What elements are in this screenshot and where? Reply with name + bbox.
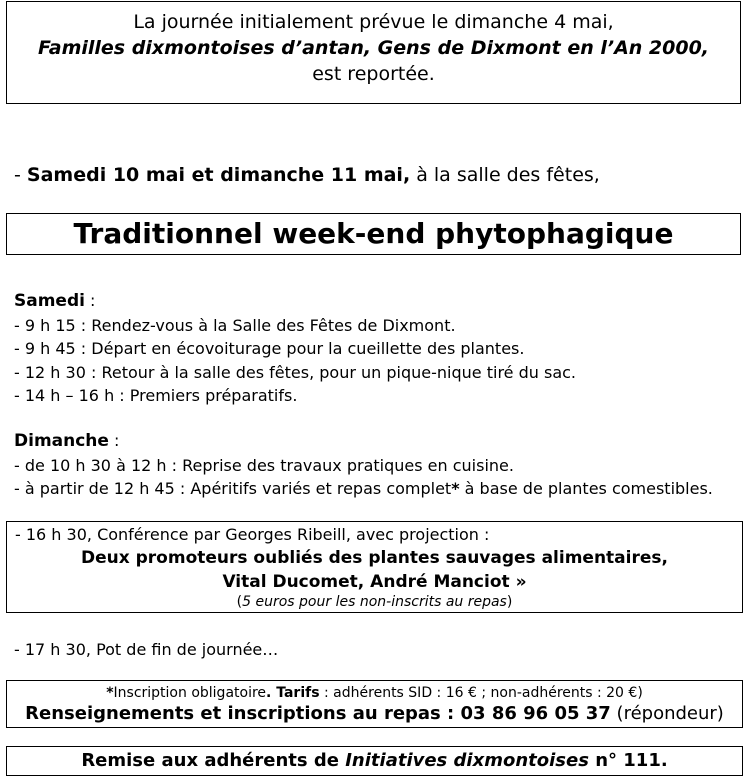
samedi-heading: Samedi : xyxy=(14,291,96,311)
schedule-item: - à partir de 12 h 45 : Apéritifs variés et repas complet* à base de plantes comestibles. xyxy=(14,479,713,498)
schedule-item: - 9 h 45 : Départ en écovoiturage pour la cueillette des plantes. xyxy=(14,339,525,358)
conference-intro: - 16 h 30, Conférence par Georges Ribeill, avec projection : xyxy=(15,525,490,544)
members-note-box xyxy=(6,746,743,776)
postponement-notice-box xyxy=(6,1,741,104)
registration-box xyxy=(6,680,743,728)
dimanche-heading: Dimanche : xyxy=(14,431,120,451)
conference-title-line-2: Vital Ducomet, André Manciot » xyxy=(222,572,527,592)
conference-box xyxy=(6,521,743,613)
conference-price-note: (5 euros pour les non-inscrits au repas) xyxy=(236,594,513,610)
notice-line-3: est reportée. xyxy=(312,63,435,85)
dimanche-schedule xyxy=(14,429,713,501)
event-title: Traditionnel week-end phytophagique xyxy=(73,217,674,250)
schedule-item: - 14 h – 16 h : Premiers préparatifs. xyxy=(14,386,298,405)
schedule-item: - de 10 h 30 à 12 h : Reprise des travaux pratiques en cuisine. xyxy=(14,455,514,475)
registration-tariffs: *Inscription obligatoire. Tarifs : adhérents SID : 16 € ; non-adhérents : 20 €) xyxy=(106,685,643,701)
event-title-box xyxy=(6,213,741,255)
schedule-item: - 9 h 15 : Rendez-vous à la Salle des Fêtes de Dixmont. xyxy=(14,315,456,335)
conference-title-line-1: Deux promoteurs oubliés des plantes sauvages alimentaires, xyxy=(81,548,668,568)
closing-drink: - 17 h 30, Pot de fin de journée… xyxy=(14,640,279,659)
schedule-item: - 12 h 30 : Retour à la salle des fêtes, pour un pique-nique tiré du sac. xyxy=(14,362,576,382)
event-dates: - Samedi 10 mai et dimanche 11 mai, à la salle des fêtes, xyxy=(14,164,600,186)
notice-line-1: La journée initialement prévue le dimanche 4 mai, xyxy=(133,11,614,33)
notice-event-title: Familles dixmontoises d’antan, Gens de Dixmont en l’An 2000, xyxy=(37,37,710,59)
members-note: Remise aux adhérents de Initiatives dixmontoises n° 111. xyxy=(81,750,668,771)
registration-contact: Renseignements et inscriptions au repas : 03 86 96 05 37 (répondeur) xyxy=(25,703,724,724)
samedi-schedule xyxy=(14,289,576,408)
